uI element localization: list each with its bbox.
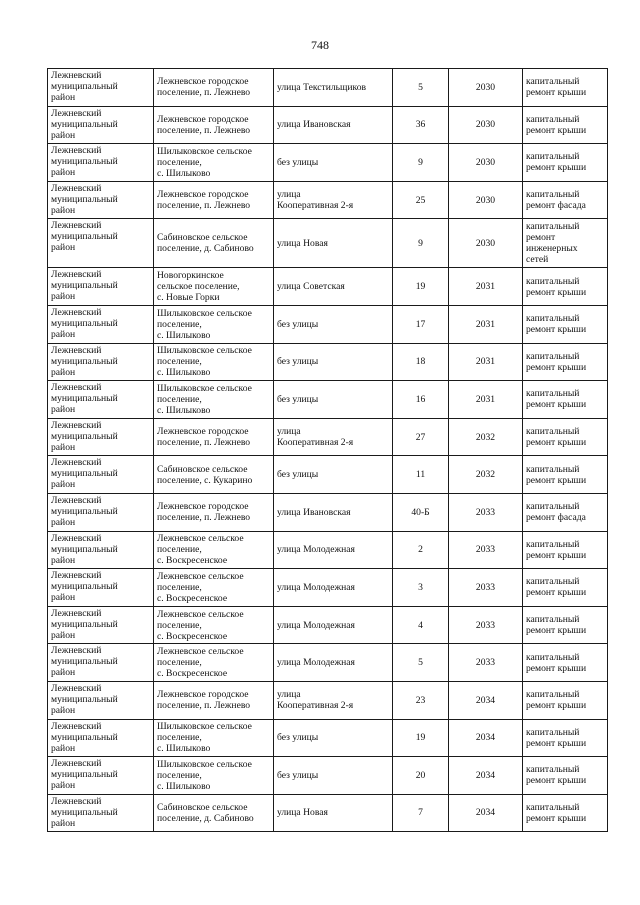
cell-work-type: капитальный ремонт крыши — [523, 106, 608, 144]
cell-settlement: Сабиновское сельское поселение, д. Сабиново — [154, 794, 274, 832]
cell-year: 2032 — [449, 456, 523, 494]
cell-house-number: 19 — [393, 268, 449, 306]
cell-settlement: Лежневское сельское поселение, с. Воскресенское — [154, 606, 274, 644]
cell-house-number: 2 — [393, 531, 449, 569]
cell-settlement: Лежневское городское поселение, п. Лежнево — [154, 418, 274, 456]
cell-work-type: капитальный ремонт крыши — [523, 69, 608, 107]
cell-house-number: 9 — [393, 219, 449, 268]
cell-house-number: 27 — [393, 418, 449, 456]
cell-district: Лежневский муниципальный район — [48, 569, 154, 607]
cell-house-number: 23 — [393, 681, 449, 719]
cell-district: Лежневский муниципальный район — [48, 644, 154, 682]
cell-settlement: Новогоркинское сельское поселение, с. Новые Горки — [154, 268, 274, 306]
cell-work-type: капитальный ремонт крыши — [523, 144, 608, 182]
cell-work-type: капитальный ремонт крыши — [523, 456, 608, 494]
table-row — [48, 794, 608, 832]
cell-year: 2030 — [449, 219, 523, 268]
cell-street: без улицы — [274, 305, 393, 343]
cell-district: Лежневский муниципальный район — [48, 456, 154, 494]
cell-settlement: Лежневское сельское поселение, с. Воскресенское — [154, 569, 274, 607]
cell-work-type: капитальный ремонт крыши — [523, 681, 608, 719]
cell-district: Лежневский муниципальный район — [48, 181, 154, 219]
cell-year: 2033 — [449, 531, 523, 569]
cell-street: улица Текстильщиков — [274, 69, 393, 107]
cell-house-number: 17 — [393, 305, 449, 343]
cell-work-type: капитальный ремонт крыши — [523, 305, 608, 343]
cell-street: улица Советская — [274, 268, 393, 306]
table-row — [48, 531, 608, 569]
cell-year: 2034 — [449, 681, 523, 719]
cell-street: улица Молодежная — [274, 569, 393, 607]
table-row — [48, 181, 608, 219]
cell-settlement: Шилыковское сельское поселение, с. Шилыково — [154, 305, 274, 343]
cell-work-type: капитальный ремонт крыши — [523, 569, 608, 607]
cell-settlement: Лежневское сельское поселение, с. Воскресенское — [154, 644, 274, 682]
cell-work-type: капитальный ремонт крыши — [523, 719, 608, 757]
cell-settlement: Шилыковское сельское поселение, с. Шилыково — [154, 757, 274, 795]
cell-house-number: 11 — [393, 456, 449, 494]
cell-year: 2034 — [449, 757, 523, 795]
cell-work-type: капитальный ремонт крыши — [523, 606, 608, 644]
cell-house-number: 19 — [393, 719, 449, 757]
cell-house-number: 9 — [393, 144, 449, 182]
cell-year: 2033 — [449, 493, 523, 531]
table-row — [48, 719, 608, 757]
cell-district: Лежневский муниципальный район — [48, 106, 154, 144]
cell-year: 2033 — [449, 606, 523, 644]
cell-settlement: Лежневское городское поселение, п. Лежнево — [154, 681, 274, 719]
cell-street: без улицы — [274, 144, 393, 182]
cell-street: без улицы — [274, 757, 393, 795]
cell-settlement: Лежневское городское поселение, п. Лежнево — [154, 69, 274, 107]
cell-settlement: Сабиновское сельское поселение, д. Сабиново — [154, 219, 274, 268]
cell-work-type: капитальный ремонт крыши — [523, 343, 608, 381]
cell-street: улица Ивановская — [274, 493, 393, 531]
page-number: 748 — [311, 38, 329, 52]
cell-street: без улицы — [274, 719, 393, 757]
cell-settlement: Сабиновское сельское поселение, с. Кукарино — [154, 456, 274, 494]
table-row — [48, 606, 608, 644]
cell-work-type: капитальный ремонт крыши — [523, 381, 608, 419]
cell-street: улица Ивановская — [274, 106, 393, 144]
cell-street: улица Новая — [274, 219, 393, 268]
cell-street: улица Молодежная — [274, 531, 393, 569]
repair-schedule-table — [47, 68, 608, 832]
cell-work-type: капитальный ремонт фасада — [523, 493, 608, 531]
table-row — [48, 106, 608, 144]
cell-work-type: капитальный ремонт инженерных сетей — [523, 219, 608, 268]
cell-settlement: Шилыковское сельское поселение, с. Шилыково — [154, 381, 274, 419]
table-row — [48, 268, 608, 306]
cell-district: Лежневский муниципальный район — [48, 531, 154, 569]
cell-house-number: 18 — [393, 343, 449, 381]
cell-work-type: капитальный ремонт крыши — [523, 531, 608, 569]
cell-house-number: 7 — [393, 794, 449, 832]
cell-district: Лежневский муниципальный район — [48, 219, 154, 268]
cell-year: 2034 — [449, 794, 523, 832]
cell-street: улица Кооперативная 2-я — [274, 181, 393, 219]
cell-street: улица Кооперативная 2-я — [274, 418, 393, 456]
cell-work-type: капитальный ремонт крыши — [523, 418, 608, 456]
cell-house-number: 4 — [393, 606, 449, 644]
cell-street: улица Новая — [274, 794, 393, 832]
table-row — [48, 681, 608, 719]
cell-work-type: капитальный ремонт крыши — [523, 794, 608, 832]
cell-district: Лежневский муниципальный район — [48, 606, 154, 644]
cell-district: Лежневский муниципальный район — [48, 305, 154, 343]
cell-year: 2032 — [449, 418, 523, 456]
cell-house-number: 3 — [393, 569, 449, 607]
cell-street: улица Молодежная — [274, 644, 393, 682]
cell-year: 2030 — [449, 106, 523, 144]
cell-house-number: 25 — [393, 181, 449, 219]
table-row — [48, 644, 608, 682]
cell-house-number: 20 — [393, 757, 449, 795]
cell-district: Лежневский муниципальный район — [48, 493, 154, 531]
table-body — [48, 69, 608, 832]
cell-work-type: капитальный ремонт крыши — [523, 644, 608, 682]
table-row — [48, 569, 608, 607]
cell-year: 2031 — [449, 305, 523, 343]
cell-settlement: Лежневское сельское поселение, с. Воскресенское — [154, 531, 274, 569]
cell-district: Лежневский муниципальный район — [48, 69, 154, 107]
cell-house-number: 40-Б — [393, 493, 449, 531]
table-row — [48, 69, 608, 107]
cell-street: без улицы — [274, 343, 393, 381]
cell-year: 2030 — [449, 181, 523, 219]
cell-district: Лежневский муниципальный район — [48, 757, 154, 795]
cell-district: Лежневский муниципальный район — [48, 268, 154, 306]
table-row — [48, 305, 608, 343]
cell-street: без улицы — [274, 456, 393, 494]
cell-work-type: капитальный ремонт фасада — [523, 181, 608, 219]
cell-house-number: 16 — [393, 381, 449, 419]
cell-district: Лежневский муниципальный район — [48, 418, 154, 456]
cell-year: 2034 — [449, 719, 523, 757]
cell-street: улица Молодежная — [274, 606, 393, 644]
cell-district: Лежневский муниципальный район — [48, 681, 154, 719]
cell-house-number: 36 — [393, 106, 449, 144]
cell-district: Лежневский муниципальный район — [48, 343, 154, 381]
cell-work-type: капитальный ремонт крыши — [523, 757, 608, 795]
cell-settlement: Лежневское городское поселение, п. Лежнево — [154, 493, 274, 531]
cell-settlement: Шилыковское сельское поселение, с. Шилыково — [154, 144, 274, 182]
cell-year: 2030 — [449, 69, 523, 107]
cell-year: 2031 — [449, 268, 523, 306]
cell-settlement: Лежневское городское поселение, п. Лежнево — [154, 181, 274, 219]
cell-year: 2033 — [449, 569, 523, 607]
cell-street: улица Кооперативная 2-я — [274, 681, 393, 719]
cell-district: Лежневский муниципальный район — [48, 144, 154, 182]
cell-settlement: Шилыковское сельское поселение, с. Шилыково — [154, 719, 274, 757]
table-row — [48, 493, 608, 531]
cell-year: 2031 — [449, 381, 523, 419]
cell-settlement: Лежневское городское поселение, п. Лежнево — [154, 106, 274, 144]
cell-house-number: 5 — [393, 69, 449, 107]
cell-work-type: капитальный ремонт крыши — [523, 268, 608, 306]
table-row — [48, 418, 608, 456]
cell-settlement: Шилыковское сельское поселение, с. Шилыково — [154, 343, 274, 381]
table-row — [48, 381, 608, 419]
cell-house-number: 5 — [393, 644, 449, 682]
table-row — [48, 144, 608, 182]
cell-year: 2030 — [449, 144, 523, 182]
cell-year: 2033 — [449, 644, 523, 682]
cell-district: Лежневский муниципальный район — [48, 381, 154, 419]
cell-district: Лежневский муниципальный район — [48, 719, 154, 757]
cell-district: Лежневский муниципальный район — [48, 794, 154, 832]
table-row — [48, 456, 608, 494]
table-row — [48, 219, 608, 268]
cell-street: без улицы — [274, 381, 393, 419]
table-row — [48, 343, 608, 381]
table-row — [48, 757, 608, 795]
cell-year: 2031 — [449, 343, 523, 381]
